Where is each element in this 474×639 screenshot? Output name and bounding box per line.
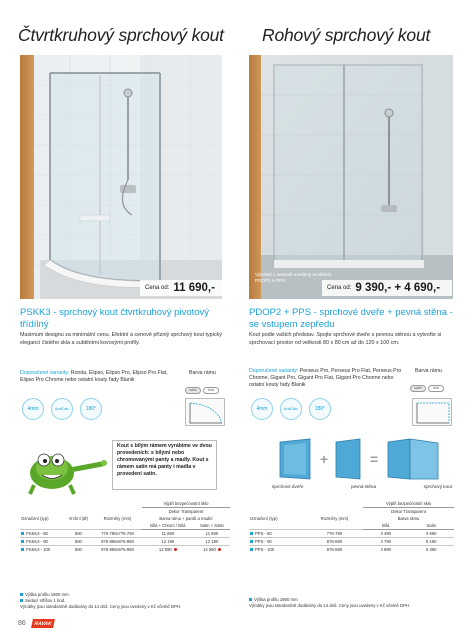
glass-thickness-icon: 4mm <box>251 398 273 420</box>
svg-text:=: = <box>370 451 379 467</box>
swatch-satin: satin <box>410 385 426 392</box>
table-row: PSKK3 - 90 500 875-880x875-880 12 190 12 190 <box>20 538 230 546</box>
combo-label-corner: sprchový kout <box>423 484 452 489</box>
left-swatches <box>185 378 221 396</box>
right-product-photo <box>249 55 453 299</box>
right-floorplan-icon <box>412 398 452 426</box>
left-price-label: Cena od: <box>145 285 170 291</box>
rotation-icon: 180° <box>309 398 331 420</box>
left-variants-text: Ronda, Elipso, Elipso Pro, Elipso Pro Flat, Elipso Pro Chrome nebo ostatní kouty řady Blanik <box>20 370 168 383</box>
rotation-icon: 180° <box>80 398 102 420</box>
swatch-white: bílá <box>428 385 444 392</box>
right-price-note: Výrobek v sestavě uvedený modelem PDOP2 a PPS <box>255 272 332 283</box>
left-col-sub-2: Satin + Satin <box>194 522 230 530</box>
table-row: PPS - 90 875-880 4 790 5 190 <box>249 538 454 546</box>
combo-label-door: sprchové dveře <box>272 484 304 489</box>
combo-labels <box>272 483 452 490</box>
right-col-type: Označení (typ) <box>250 515 278 521</box>
shower-corner-icon <box>388 439 438 479</box>
right-col-glass: Dekor Transparent <box>391 509 426 514</box>
left-product-title <box>20 307 225 330</box>
left-variants <box>20 370 175 384</box>
table-row: PSKK3 - 100 500 975-980x975-980 12 590 12 590 <box>20 546 230 554</box>
right-col-frame: Barva rámu <box>397 516 420 521</box>
right-price-label: Cena od: <box>327 285 352 291</box>
right-product-title <box>249 307 454 330</box>
right-description: Kout podle vašich představ. Spojte sprchové dveře s pevnou stěnou a vytvořte si sprchovací prostor od velikosti 80 x 80 cm až do 120 x 100 cm. <box>249 332 442 346</box>
right-spec-table <box>249 500 454 553</box>
left-col-top: Vrchní (Ø) <box>68 515 88 521</box>
combo-illustration <box>270 437 450 482</box>
right-product-desc: - sprchové dveře + pevná stěna - se vstupem zepředu <box>249 307 453 330</box>
fixed-wall-icon <box>336 439 360 479</box>
callout-box <box>112 440 217 490</box>
gecko-mascot-icon <box>22 440 107 495</box>
left-spec-table <box>20 500 230 553</box>
glass-thickness-icon: 4mm <box>22 398 44 420</box>
price-dot-icon <box>174 548 177 551</box>
left-footer-notes: Výška profilu 1900 mm Sedací stříšov 1 bod. Výrobky jsou standardně dodávány do 14 dnů. Ceny jsou uvedeny v Kč včetně DPH. <box>20 592 182 609</box>
right-feature-icons <box>251 398 331 420</box>
left-col-dims: Rozměry (mm) <box>103 515 132 521</box>
left-frame-color-label: Barva rámu <box>189 370 216 376</box>
left-price-box <box>140 280 222 296</box>
table-row: PPS - 100 975-980 4 890 5 390 <box>249 546 454 554</box>
left-variants-label: Doporučené varianty: <box>20 370 70 376</box>
left-col-type: Označení (typ) <box>21 515 49 521</box>
right-variants-text: Perseus Pro, Perseus Pro Flat, Perseus Pro Chrome, Gigant Pro, Gigant Pro Flat, Gigant Pro Chrome nebo ostatní kouty řady Blanik <box>249 368 402 388</box>
left-feature-icons <box>22 398 102 420</box>
swatch-white: bílá <box>203 387 219 394</box>
brand-logo: RAVAK <box>31 619 55 628</box>
left-col-glass: Dekor Transparent <box>168 509 204 514</box>
price-dot-icon <box>218 548 221 551</box>
left-floorplan-icon <box>185 398 225 426</box>
anticalc-icon: AntiCalc <box>51 398 73 420</box>
right-col-dims: Rozměry (mm) <box>320 515 349 521</box>
right-price: 9 390,- + 4 690,- <box>355 282 441 294</box>
right-table-header-top: Výplň bezpečnostní sklo <box>363 500 454 508</box>
combo-label-wall: pevná stěna <box>351 484 377 489</box>
anticalc-icon: AntiCalc <box>280 398 302 420</box>
left-price: 11 690,- <box>173 282 215 294</box>
swatch-satin: satin <box>185 387 201 394</box>
table-row: PPS - 80 775-780 4 490 4 690 <box>249 530 454 538</box>
right-price-box <box>322 280 452 296</box>
right-variants-label: Doporučené varianty: <box>249 368 299 374</box>
right-variants <box>249 368 409 389</box>
left-product-photo <box>20 55 222 299</box>
page-number: 86 <box>18 620 26 627</box>
right-footer-notes: Výška profilu 1900 mm Výrobky jsou standardně dodávány do 14 dnů. Ceny jsou uvedeny v Kč včetně DPH. <box>249 597 411 608</box>
shower-door-icon <box>280 439 310 479</box>
table-row: PSKK3 - 80 500 775-780x775-780 11 690 11 690 <box>20 530 230 538</box>
right-swatches <box>410 376 446 394</box>
left-product-code: PSKK3 <box>20 307 51 318</box>
right-col-sub-1: Bílá <box>363 522 408 530</box>
callout-text: Kout s bílým rámem vyrábíme ve dvou provedeních: s bílými nebo chromovanými panty a madly. Kout s rámem satin má panty i madla v provedení satin. <box>117 443 212 477</box>
left-description: Maximum designu za minimální cenu. Efektní a cenově přízniý sprchový kout typický elegancí čistého skla a subtilními kovovými profily. <box>20 332 222 346</box>
right-product-code: PDOP2 + PPS <box>249 307 312 318</box>
right-col-sub-2: Satin <box>409 522 455 530</box>
left-col-frame: Barva rámu + pantů a madel <box>159 516 213 521</box>
right-frame-color-label: Barva rámu <box>415 368 442 374</box>
left-table-header-top: Výplň bezpečnostní sklo <box>142 500 230 508</box>
svg-text:+: + <box>320 451 329 467</box>
left-col-sub-1: Bílá + Chrom / Bílá <box>142 522 194 530</box>
left-product-desc: - sprchový kout čtvrtkruhový pivotový třídílný <box>20 307 210 330</box>
right-heading: Rohový sprchový kout <box>262 25 431 45</box>
left-heading: Čtvrtkruhový sprchový kout <box>18 25 224 45</box>
